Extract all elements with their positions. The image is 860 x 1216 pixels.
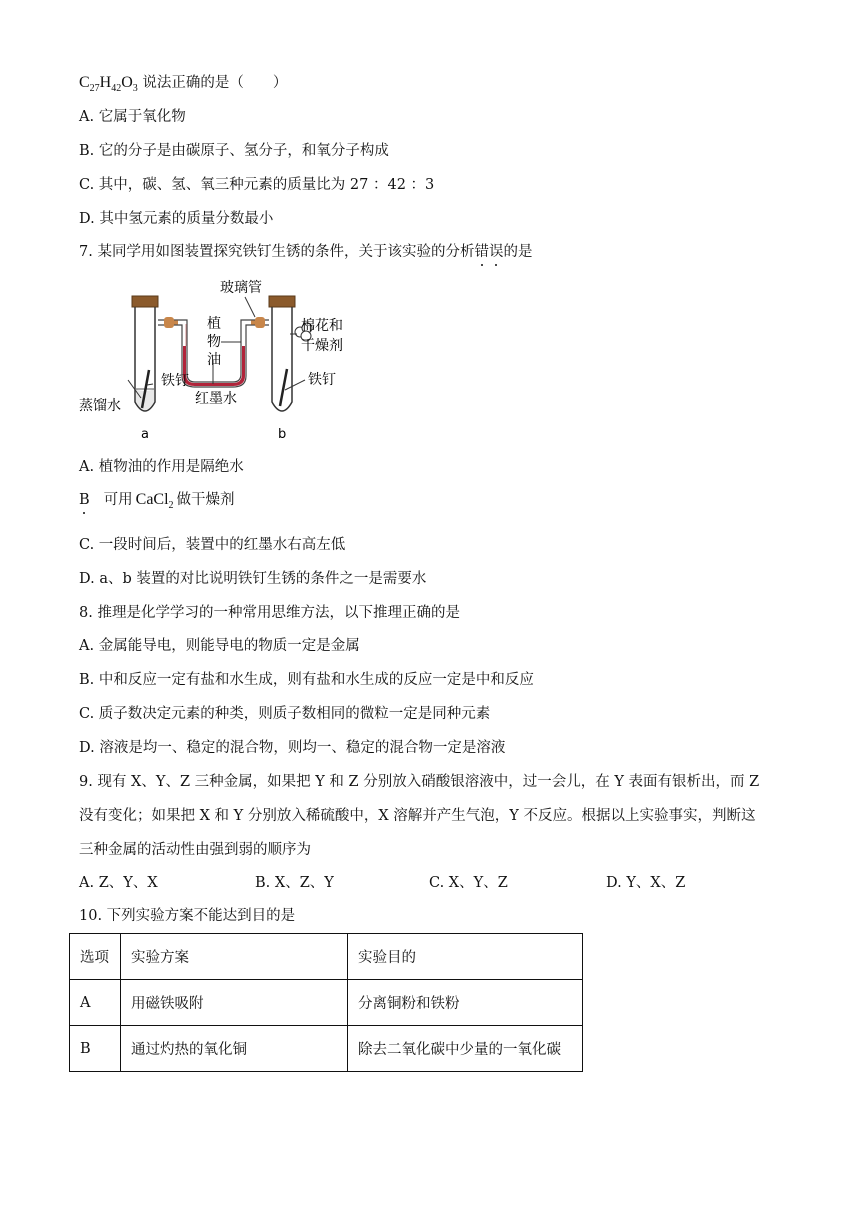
chemical-formula: $C_{27}H_{42}O_3$ <box>79 74 138 95</box>
q9-choice-b: B. X、Z、Y <box>255 875 334 891</box>
q6-option-c: C. 其中，碳、氢、氧三种元素的质量比为 27 ：42 ：3 <box>79 177 435 193</box>
q8-option-c: C. 质子数决定元素的种类，则质子数相同的微粒一定是同种元素 <box>79 706 491 722</box>
q7-option-a: A. 植物油的作用是隔绝水 <box>79 459 244 475</box>
q9-choice-a: A. Z、Y、X <box>79 875 158 891</box>
table-row <box>70 1026 583 1072</box>
q8-option-a: A. 金属能导电，则能导电的物质一定是金属 <box>79 638 360 654</box>
table-header-row <box>70 934 583 980</box>
q6-stem: $C_{27}H_{42}O_3$ 说法正确的是（ ） <box>79 74 288 95</box>
q9-stem-line3: 三种金属的活动性由强到弱的顺序为 <box>79 842 311 858</box>
table-header-cell: 选项 <box>70 934 121 980</box>
option-letter: B <box>79 492 90 508</box>
q10-stem: 10. 下列实验方案不能达到目的是 <box>79 908 296 924</box>
label-cotton: 棉花和 <box>301 318 343 334</box>
q6-option-a: A. 它属于氧化物 <box>79 109 186 125</box>
q10-table <box>69 933 583 1072</box>
stopper-b <box>269 296 295 307</box>
q9-stem-line2: 没有变化；如果把 X 和 Y 分别放入稀硫酸中，X 溶解并产生气泡，Y 不反应。根据以上实验事实，判断这 <box>79 808 756 824</box>
label-distilled-water: 蒸馏水 <box>79 398 121 414</box>
label-red-ink: 红墨水 <box>195 391 237 407</box>
label-a: a <box>141 427 149 442</box>
table-cell: 除去二氧化碳中少量的一氧化碳 <box>348 1026 583 1072</box>
q8-stem: 8. 推理是化学学习的一种常用思维方法，以下推理正确的是 <box>79 605 460 621</box>
table-cell: A <box>70 980 121 1026</box>
q6-option-d: D. 其中氢元素的质量分数最小 <box>79 211 274 227</box>
emphasis-char: 误 <box>488 244 504 260</box>
q9-choice-c: C. X、Y、Z <box>429 875 508 891</box>
q7-stem: 7. 某同学用如图装置探究铁钉生锈的条件，关于该实验的分析错误的是 <box>79 244 533 260</box>
q7-option-b: B 可用 CaCl$_2$ 做干燥剂 <box>79 491 235 512</box>
label-oil-2: 物 <box>207 334 221 350</box>
table-header-cell: 实验目的 <box>348 934 583 980</box>
stopper-a <box>132 296 158 307</box>
q9-choice-d: D. Y、X、Z <box>606 875 686 891</box>
label-b: b <box>278 427 287 442</box>
table-header-cell: 实验方案 <box>121 934 348 980</box>
q9-choices <box>79 873 685 893</box>
table-cell: 通过灼热的氧化铜 <box>121 1026 348 1072</box>
label-nail-a: 铁钉 <box>161 373 189 389</box>
nail-b <box>280 369 287 406</box>
table-row <box>70 980 583 1026</box>
label-nail-b: 铁钉 <box>308 372 336 388</box>
q7-option-c: C. 一段时间后，装置中的红墨水右高左低 <box>79 537 346 553</box>
table-cell: 用磁铁吸附 <box>121 980 348 1026</box>
emphasis-char: 错 <box>474 244 489 260</box>
label-oil-3: 油 <box>207 352 221 368</box>
table-cell: 分离铜粉和铁粉 <box>348 980 583 1026</box>
q7-option-d: D. a、b 装置的对比说明铁钉生锈的条件之一是需要水 <box>79 571 427 587</box>
q8-option-d: D. 溶液是均一、稳定的混合物，则均一、稳定的混合物一定是溶液 <box>79 740 506 756</box>
label-oil: 植 <box>207 316 221 332</box>
rust-experiment-figure <box>75 272 365 442</box>
q9-stem-line1: 9. 现有 X、Y、Z 三种金属，如果把 Y 和 Z 分别放入硝酸银溶液中，过一会儿，在 Y 表面有银析出，而 Z <box>79 774 760 790</box>
q6-option-b: B. 它的分子是由碳原子、氢分子，和氧分子构成 <box>79 143 389 159</box>
label-desiccant: 干燥剂 <box>301 338 343 354</box>
q8-option-b: B. 中和反应一定有盐和水生成，则有盐和水生成的反应一定是中和反应 <box>79 672 534 688</box>
table-cell: B <box>70 1026 121 1072</box>
label-glass-tube: 玻璃管 <box>220 280 262 296</box>
